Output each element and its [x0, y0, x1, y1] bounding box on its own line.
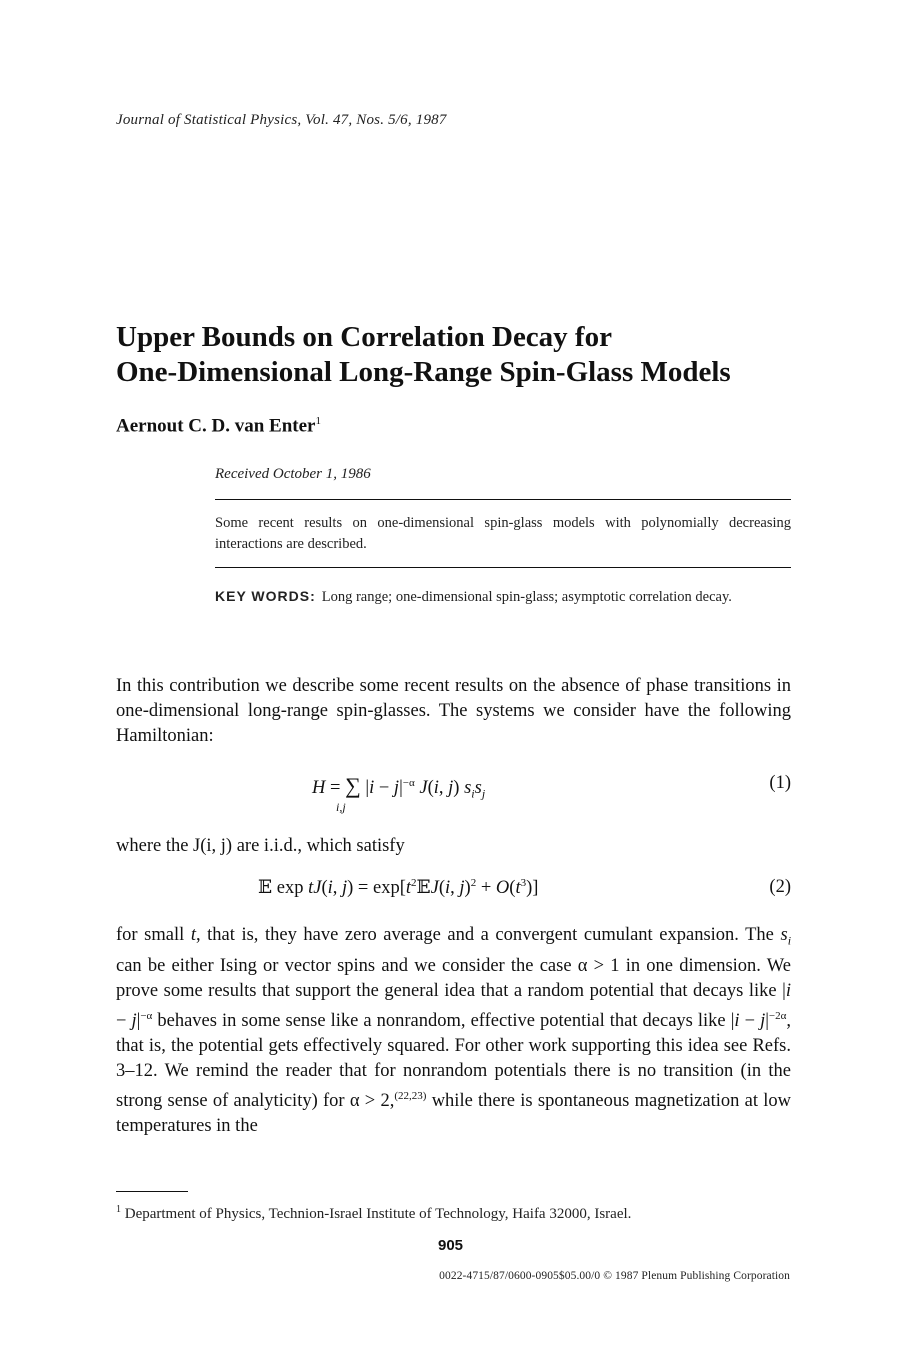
abstract: Some recent results on one-dimensional spin-glass models with polynomially decreasing interactions are described. [215, 515, 791, 552]
page-number: 905 [437, 1237, 464, 1254]
footnote-mark: 1 [116, 1204, 121, 1215]
p3-text-5: , that is, the potential gets effectively squared. For other work supporting this idea see Refs. 3–12. We remind the reader that for nonrandom potentials there is no transition (in the strong sense of analyticity) for α > 2, [116, 1010, 792, 1111]
received-date: Received October 1, 1986 [215, 466, 371, 482]
p3-text-6: while there is spontaneous magnetization at low temperatures in the [116, 1091, 791, 1136]
author-footnote-mark: 1 [315, 415, 321, 427]
author-line [116, 415, 321, 437]
equation-1-number: (1) [769, 773, 791, 793]
paragraph-1: In this contribution we describe some recent results on the absence of phase transitions in one-dimensional long-range spin-glasses. The systems we consider have the following Hamiltonian: [116, 676, 791, 746]
equation-2 [116, 877, 791, 907]
p3-text-2: , that is, they have zero average and a convergent cumulant expansion. The [195, 925, 774, 945]
equation-2-expression: 𝔼 exp tJ(i, $j) = \exp[t^2𝔼J(i$, $j)^2 + O(t^3)$] [258, 877, 539, 899]
keywords [215, 586, 791, 608]
title-line-2: One-Dimensional Long-Range Spin-Glass Models [116, 356, 731, 388]
abstract-top-rule [215, 499, 791, 500]
equation-1 [116, 773, 791, 814]
abstract-bottom-rule [215, 567, 791, 568]
keywords-text: Long range; one-dimensional spin-glass; asymptotic correlation decay. [321, 589, 732, 605]
paragraph-3: for small t, that is, they have zero average and a convergent cumulant expansion. The $s_i$ can be either Ising or vector spins and we consider the case α > 1 in one dimension. We prove some results that support the general idea that a random potential that decays like $|i - j|^{-\alpha}$ behaves in some sense like a nonrandom, effective potential that decays like $|i - j|^{-2\alpha}$, that is, the potential gets effectively squared. For other work supporting this idea see Refs. 3–12. We remind the reader that for nonrandom potentials there is no transition (in the strong sense of analyticity) for α > 2,$^{(22,23)}$ while there is spontaneous magnetization at low temperatures in the [116, 925, 792, 1136]
p3-text-1: for small [116, 925, 185, 945]
title-line-1: Upper Bounds on Correlation Decay for [116, 321, 612, 353]
paragraph-2: where the J(i, j) are i.i.d., which satisfy [116, 836, 405, 856]
p3-text-4: behaves in some sense like a nonrandom, effective potential that decays like [157, 1010, 726, 1031]
p3-text-3: can be either Ising or vector spins and we consider the case α > 1 in one dimension. We prove some results that support the general idea that a random potential that decays like [116, 955, 791, 1001]
equation-2-number: (2) [769, 877, 791, 897]
copyright-line: 0022-4715/87/0600-0905$05.00/0 © 1987 Plenum Publishing Corporation [439, 1270, 790, 1282]
footnote-text: Department of Physics, Technion-Israel Institute of Technology, Haifa 32000, Israel. [124, 1206, 632, 1222]
equation-1-expression: H = ∑ $|i - j|^{-\alpha}$ J(i, j) $s_is_j$ [312, 773, 486, 801]
author-name: Aernout C. D. van Enter [116, 415, 316, 437]
footnote-rule [116, 1191, 188, 1192]
footnote [116, 1204, 631, 1223]
keywords-label: KEY WORDS: [215, 588, 316, 604]
journal-citation: Journal of Statistical Physics, Vol. 47, Nos. 5/6, 1987 [116, 112, 447, 128]
paper-title [116, 320, 731, 390]
reference-22-23: (22,23) [394, 1089, 427, 1102]
sum-index: i,j [336, 800, 346, 814]
